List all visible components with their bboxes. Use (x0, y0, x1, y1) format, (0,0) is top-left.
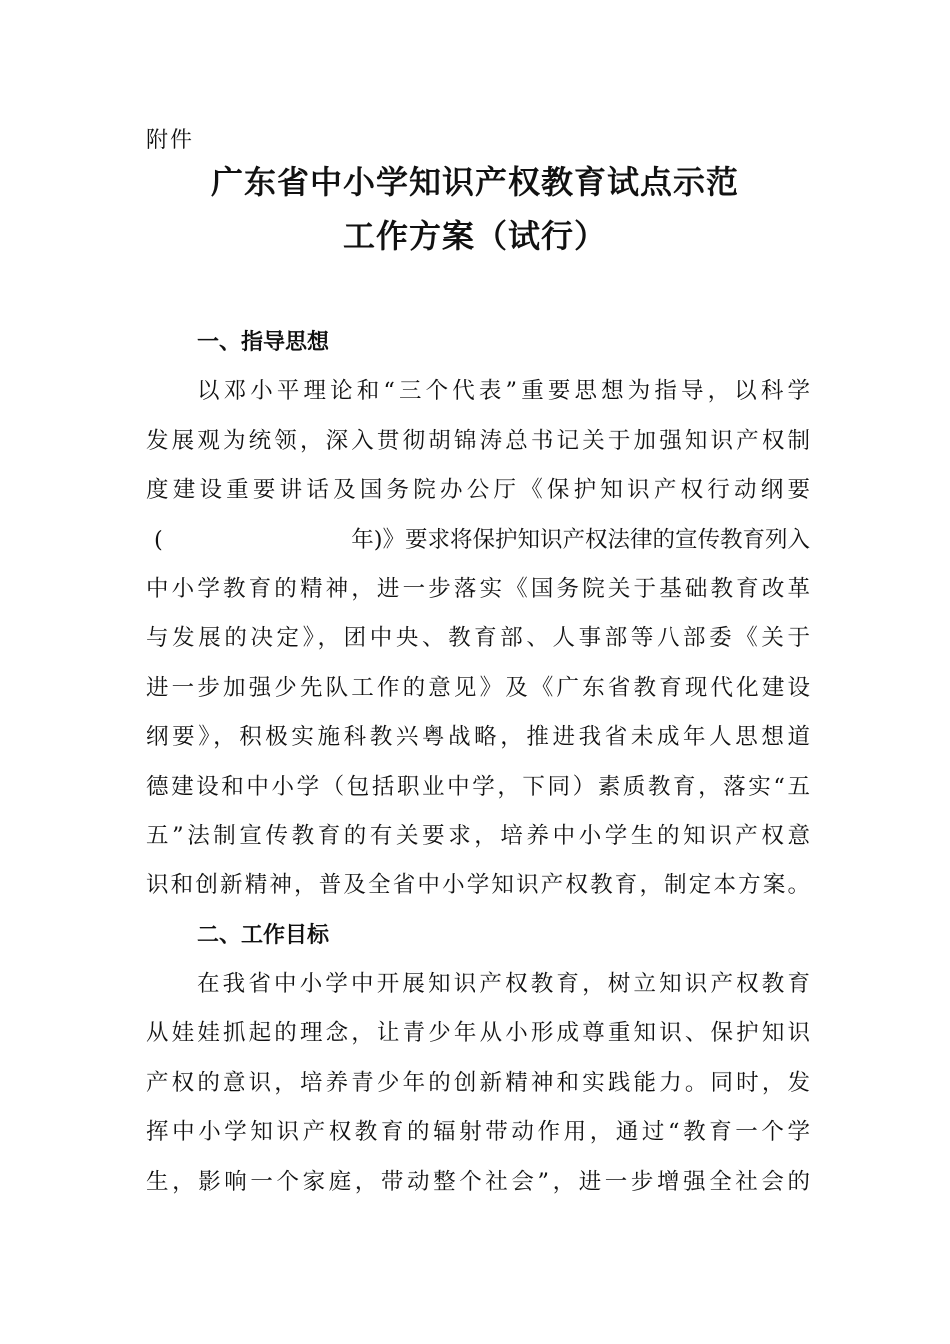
paragraph-line: 与发展的决定》，团中央、教育部、人事部等八部委《关于 (146, 625, 810, 652)
paragraph-line: 德建设和中小学（包括职业中学，下同）素质教育，落实“五 (146, 773, 810, 800)
paragraph-line: 发展观为统领，深入贯彻胡锦涛总书记关于加强知识产权制 (146, 427, 810, 454)
paragraph-line-fragment: 年)》要求将保护知识产权法律的宣传教育列入 (351, 526, 810, 553)
paragraph-line: 以邓小平理论和“三个代表”重要思想为指导，以科学 (197, 378, 810, 405)
paragraph-line: 五”法制宣传教育的有关要求，培养中小学生的知识产权意 (146, 822, 810, 849)
paragraph-line: 纲要》，积极实施科教兴粤战略，推进我省未成年人思想道 (146, 724, 810, 751)
attachment-label: 附件 (146, 128, 195, 153)
paragraph-line (146, 516, 810, 565)
paragraph-line: 生，影响一个家庭，带动整个社会”，进一步增强全社会的 (146, 1168, 810, 1195)
paragraph-line: 产权的意识，培养青少年的创新精神和实践能力。同时，发 (146, 1069, 810, 1096)
paragraph-line: 从娃娃抓起的理念，让青少年从小形成尊重知识、保护知识 (146, 1020, 810, 1047)
document-title-line-1: 广东省中小学知识产权教育试点示范 (210, 163, 739, 201)
paragraph-line: 识和创新精神，普及全省中小学知识产权教育，制定本方案。 (146, 872, 810, 899)
section-heading-work-goals: 二、工作目标 (197, 922, 330, 948)
paragraph-line-fragment: ( (154, 526, 163, 553)
paragraph-line: 中小学教育的精神，进一步落实《国务院关于基础教育改革 (146, 575, 810, 602)
document-body (146, 318, 810, 1207)
document-title-line-2: 工作方案（试行） (342, 217, 607, 255)
paragraph-line: 进一步加强少先队工作的意见》及《广东省教育现代化建设 (146, 674, 810, 701)
paragraph-line: 度建设重要讲话及国务院办公厅《保护知识产权行动纲要 (146, 477, 810, 504)
section-heading-guiding-ideology: 一、指导思想 (197, 330, 330, 355)
paragraph-line: 挥中小学知识产权教育的辐射带动作用，通过“教育一个学 (146, 1119, 810, 1146)
paragraph-line: 在我省中小学中开展知识产权教育，树立知识产权教育 (197, 971, 810, 998)
